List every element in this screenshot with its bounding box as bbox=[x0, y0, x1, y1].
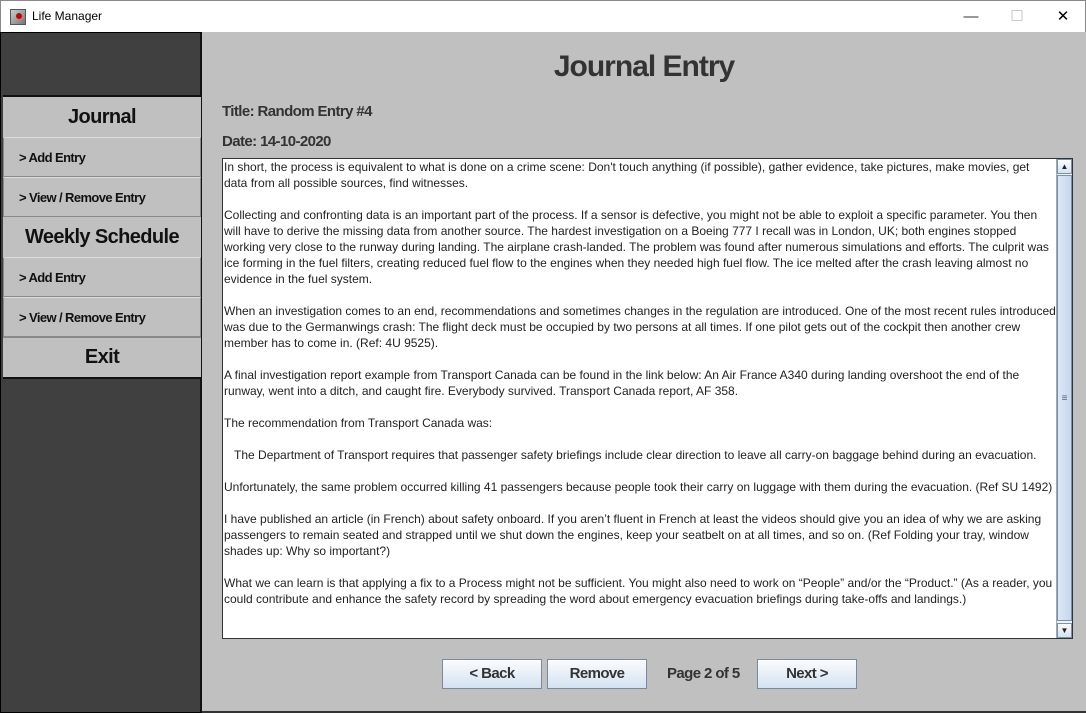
entry-paragraph: The recommendation from Transport Canada was: bbox=[224, 416, 493, 430]
weekly-schedule-header: Weekly Schedule bbox=[3, 217, 201, 257]
entry-paragraph: A final investigation report example from Transport Canada can be found in the link below: An Air France A340 during landing overshoot the end of the runway, went into a ditch, and caught fire. Everybody survived. Transport Canada report, AF 358. bbox=[224, 368, 1023, 398]
entry-content[interactable] bbox=[224, 159, 1056, 638]
minimize-button[interactable]: — bbox=[963, 8, 979, 25]
weekly-add-entry-button[interactable]: > Add Entry bbox=[3, 257, 201, 297]
sidebar-menu bbox=[3, 95, 201, 379]
weekly-view-remove-button[interactable]: > View / Remove Entry bbox=[3, 297, 201, 337]
sidebar bbox=[0, 32, 202, 713]
entry-paragraph: Unfortunately, the same problem occurred killing 41 passengers because people took their carry on luggage with them during the evacuation. (Ref SU 1492) bbox=[224, 480, 1053, 494]
entry-paragraph: When an investigation comes to an end, recommendations and sometimes changes in the regulation are introduced. One of the most recent rules introduced was due to the Germanwings crash: The flight deck must be occupied by two persons at all times. If one pilot gets out of the cockpit then another crew member has to come in. (Ref: 4U 9525). bbox=[224, 304, 1056, 350]
exit-button[interactable]: Exit bbox=[3, 337, 201, 377]
grip-icon: ≡ bbox=[1061, 393, 1068, 404]
entry-paragraph: I have published an article (in French) about safety onboard. If you aren’t fluent in French at least the videos should give you an idea of why we are asking passengers to remain seated and strapped until we shut down the engines, keep your seatbelt on at all times, and so on. (Ref Folding your tray, window shades up: Why so important?) bbox=[224, 512, 1045, 558]
main-panel bbox=[202, 32, 1086, 713]
entry-title: Title: Random Entry #4 bbox=[222, 103, 372, 120]
scroll-down-icon[interactable]: ▼ bbox=[1057, 623, 1072, 638]
scroll-thumb[interactable] bbox=[1057, 175, 1072, 621]
app-icon bbox=[10, 9, 26, 25]
page-title: Journal Entry bbox=[553, 50, 735, 83]
entry-date: Date: 14-10-2020 bbox=[222, 133, 331, 150]
window-title: Life Manager bbox=[32, 9, 103, 23]
maximize-button[interactable]: ☐ bbox=[1010, 8, 1024, 25]
vertical-scrollbar[interactable] bbox=[1056, 159, 1072, 638]
close-button[interactable]: ✕ bbox=[1056, 8, 1070, 25]
journal-header: Journal bbox=[3, 97, 201, 137]
page-indicator: Page 2 of 5 bbox=[667, 665, 740, 682]
entry-paragraph: What we can learn is that applying a fix to a Process might not be sufficient. You might also need to work on “People” and/or the “Product.” (As a reader, you could contribute and enhance the safety record by spreading the word about emergency evacuation briefings during take-offs and landings.) bbox=[224, 576, 1056, 606]
journal-add-entry-button[interactable]: > Add Entry bbox=[3, 137, 201, 177]
entry-paragraph: The Department of Transport requires that passenger safety briefings include clear direction to leave all carry-on baggage behind during an evacuation. bbox=[224, 448, 1037, 462]
title-bar bbox=[0, 0, 1086, 32]
entry-paragraph: In short, the process is equivalent to what is done on a crime scene: Don't touch anything (if possible), gather evidence, take pictures, make movies, get data from all possible sources, find witnesses. bbox=[224, 160, 1033, 190]
entry-paragraph: Collecting and confronting data is an important part of the process. If a sensor is defective, you might not be able to exploit a specific parameter. You then will have to derive the missing data from another source. The hardest investigation on a Boeing 777 I recall was in London, UK; both engines stopped working very close to the runway during landing. The airplane crash-landed. The problem was found after numerous simulations and efforts. The culprit was ice forming in the fuel filters, creating reduced fuel flow to the engines when they needed high fuel flow. The ice melted after the crash leaving almost no evidence in the fuel system. bbox=[224, 208, 1053, 286]
next-button[interactable]: Next > bbox=[757, 659, 857, 689]
scroll-up-icon[interactable]: ▲ bbox=[1057, 159, 1072, 174]
back-button[interactable]: < Back bbox=[442, 659, 542, 689]
entry-text-area[interactable] bbox=[222, 158, 1073, 639]
journal-view-remove-button[interactable]: > View / Remove Entry bbox=[3, 177, 201, 217]
remove-button[interactable]: Remove bbox=[547, 659, 647, 689]
